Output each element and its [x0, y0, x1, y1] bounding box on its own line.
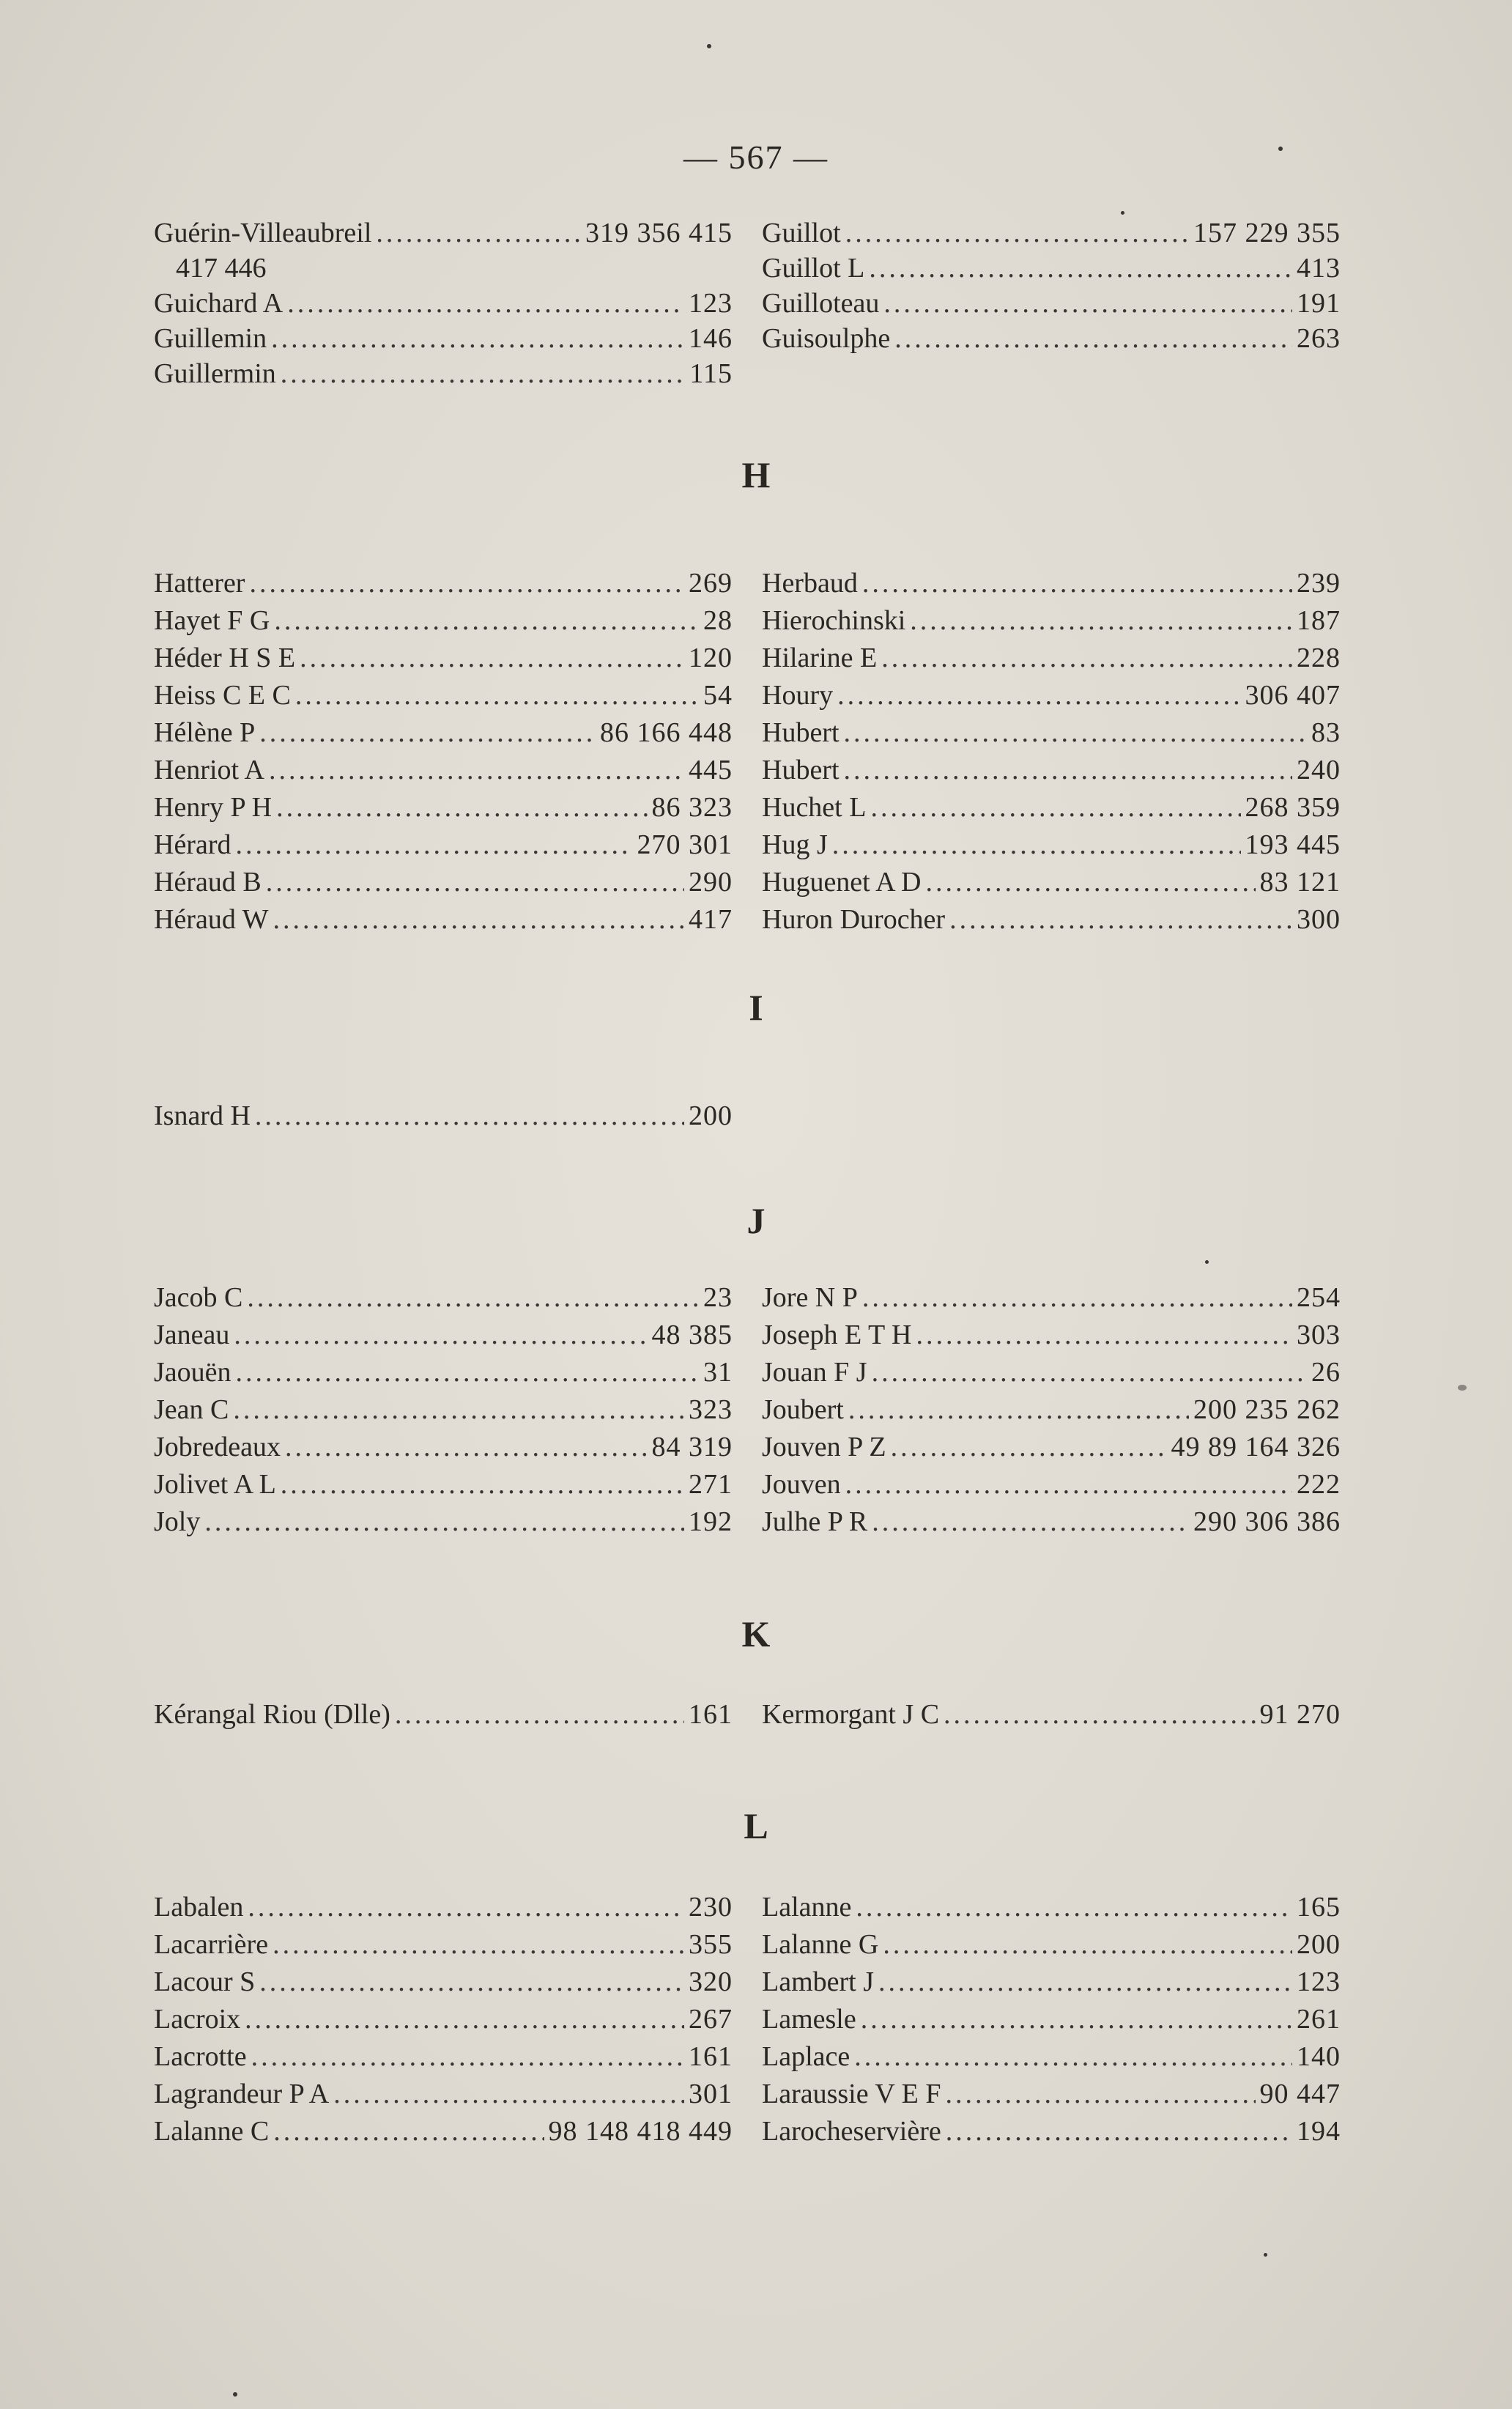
index-entry — [154, 319, 733, 358]
entry-pages: 140 — [1297, 2041, 1341, 2072]
entry-pages: 200 235 262 — [1193, 1394, 1341, 1425]
index-entry — [154, 863, 733, 901]
index-entry — [762, 826, 1341, 864]
paper-speck — [1458, 1385, 1467, 1391]
paper-speck — [233, 2392, 237, 2397]
entry-pages: 200 — [1297, 1929, 1341, 1960]
index-entry — [762, 1391, 1341, 1429]
entry-name: Lalanne G — [762, 1929, 879, 1960]
entry-name: Jouan F J — [762, 1357, 867, 1388]
index-entry — [762, 1428, 1341, 1466]
entry-name: Hubert — [762, 717, 840, 748]
entry-name: Héraud W — [154, 904, 269, 935]
entry-name: Hayet F G — [154, 605, 270, 636]
entry-name: Hug J — [762, 829, 828, 860]
index-entry — [154, 1888, 733, 1926]
entry-name: Hérard — [154, 829, 231, 860]
index-entry — [154, 564, 733, 602]
entry-pages: 49 89 164 326 — [1171, 1432, 1341, 1462]
entry-pages: 191 — [1297, 288, 1341, 319]
index-entry — [154, 1391, 733, 1429]
entry-pages: 320 — [689, 1966, 733, 1997]
entry-pages: 306 407 — [1245, 680, 1341, 711]
entry-name: Lamesle — [762, 2004, 856, 2035]
entry-name: Houry — [762, 680, 834, 711]
entry-name: Guillemin — [154, 323, 267, 354]
entry-pages: 26 — [1311, 1357, 1341, 1388]
entry-pages: 123 — [689, 288, 733, 319]
entry-name: Héder H S E — [154, 643, 296, 673]
entry-name: Guichard A — [154, 288, 284, 319]
index-entry — [154, 1353, 733, 1391]
entry-name: Lacrotte — [154, 2041, 247, 2072]
entry-name: Heiss C E C — [154, 680, 291, 711]
entry-name: Joubert — [762, 1394, 844, 1425]
index-entry — [154, 1925, 733, 1964]
entry-pages: 271 — [689, 1469, 733, 1500]
index-entry — [762, 319, 1341, 358]
index-entry — [762, 602, 1341, 640]
index-entry — [762, 249, 1341, 287]
index-entry — [762, 2000, 1341, 2038]
index-entry — [762, 1503, 1341, 1541]
index-entry — [154, 1097, 733, 1135]
index-entry — [762, 1888, 1341, 1926]
entry-name: Lacroix — [154, 2004, 241, 2035]
entry-pages: 54 — [703, 680, 733, 711]
entry-pages: 194 — [1297, 2116, 1341, 2147]
index-entry — [154, 2000, 733, 2038]
index-entry — [762, 676, 1341, 714]
entry-name: Huguenet A D — [762, 867, 922, 898]
entry-pages: 86 166 448 — [600, 717, 733, 748]
entry-pages: 86 323 — [651, 792, 733, 823]
index-entry — [154, 826, 733, 864]
index-entry — [154, 714, 733, 752]
index-entry — [762, 639, 1341, 677]
index-entry — [154, 1316, 733, 1354]
entry-name: Jean C — [154, 1394, 229, 1425]
entry-name: Hatterer — [154, 568, 245, 599]
entry-name: Jolivet A L — [154, 1469, 276, 1500]
index-entry — [154, 2075, 733, 2113]
entry-pages: 230 — [689, 1892, 733, 1923]
entry-name: Hilarine E — [762, 643, 878, 673]
entry-name: Jacob C — [154, 1282, 243, 1313]
entry-pages: 23 — [703, 1282, 733, 1313]
entry-continuation: 417 446 — [176, 253, 267, 284]
entry-name: Herbaud — [762, 568, 858, 599]
entry-pages: 270 301 — [637, 829, 733, 860]
entry-name: Lagrandeur P A — [154, 2079, 330, 2109]
index-entry — [762, 2112, 1341, 2150]
entry-name: Julhe P R — [762, 1506, 868, 1537]
entry-pages: 355 — [689, 1929, 733, 1960]
entry-pages: 91 270 — [1259, 1699, 1341, 1730]
entry-name: Guilloteau — [762, 288, 880, 319]
entry-name: Henriot A — [154, 755, 264, 785]
entry-name: Hierochinski — [762, 605, 906, 636]
entry-pages: 193 445 — [1245, 829, 1341, 860]
entry-pages: 445 — [689, 755, 733, 785]
index-entry — [154, 1278, 733, 1317]
index-entry — [762, 2038, 1341, 2076]
entry-name: Joseph E T H — [762, 1320, 912, 1350]
paper-speck — [1121, 211, 1124, 215]
entry-pages: 413 — [1297, 253, 1341, 284]
entry-pages: 192 — [689, 1506, 733, 1537]
index-entry — [154, 751, 733, 789]
index-entry — [154, 214, 733, 252]
section-letter-k: K — [741, 1613, 771, 1654]
entry-pages: 120 — [689, 643, 733, 673]
entry-name: Jouven P Z — [762, 1432, 886, 1462]
entry-pages: 268 359 — [1245, 792, 1341, 823]
entry-name: Jobredeaux — [154, 1432, 281, 1462]
entry-pages: 323 — [689, 1394, 733, 1425]
entry-pages: 48 385 — [651, 1320, 733, 1350]
entry-pages: 83 121 — [1259, 867, 1341, 898]
index-entry — [762, 863, 1341, 901]
index-entry — [762, 1316, 1341, 1354]
index-entry — [154, 602, 733, 640]
entry-pages: 263 — [1297, 323, 1341, 354]
index-entry — [154, 355, 733, 393]
entry-pages: 115 — [689, 358, 733, 389]
entry-name: Larocheservière — [762, 2116, 941, 2147]
entry-pages: 303 — [1297, 1320, 1341, 1350]
index-entry — [154, 900, 733, 939]
entry-name: Kermorgant J C — [762, 1699, 940, 1730]
entry-pages: 83 — [1311, 717, 1341, 748]
entry-name: Jore N P — [762, 1282, 858, 1313]
section-letter-j: J — [746, 1200, 766, 1241]
entry-pages: 319 356 415 — [585, 218, 733, 248]
page-number: — 567 — — [683, 138, 829, 176]
index-entry — [762, 1925, 1341, 1964]
entry-pages: 90 447 — [1259, 2079, 1341, 2109]
section-letter-h: H — [741, 454, 771, 495]
index-entry — [762, 900, 1341, 939]
entry-name: Guillot — [762, 218, 841, 248]
index-entry — [762, 714, 1341, 752]
entry-name: Huchet L — [762, 792, 867, 823]
index-entry — [154, 2038, 733, 2076]
entry-name: Kérangal Riou (Dlle) — [154, 1699, 390, 1730]
entry-pages: 417 — [689, 904, 733, 935]
entry-name: Lambert J — [762, 1966, 875, 1997]
entry-name: Lalanne — [762, 1892, 852, 1923]
entry-pages: 267 — [689, 2004, 733, 2035]
entry-pages: 290 — [689, 867, 733, 898]
index-entry — [154, 2112, 733, 2150]
entry-pages: 240 — [1297, 755, 1341, 785]
index-entry — [154, 676, 733, 714]
entry-name: Guisoulphe — [762, 323, 891, 354]
entry-name: Guillot L — [762, 253, 865, 284]
entry-pages: 84 319 — [651, 1432, 733, 1462]
index-entry — [154, 284, 733, 322]
entry-pages: 254 — [1297, 1282, 1341, 1313]
entry-name: Lacarrière — [154, 1929, 269, 1960]
entry-name: Lalanne C — [154, 2116, 270, 2147]
entry-name: Lacour S — [154, 1966, 256, 1997]
paper-speck — [707, 44, 711, 48]
entry-name: Janeau — [154, 1320, 230, 1350]
entry-pages: 301 — [689, 2079, 733, 2109]
entry-pages: 165 — [1297, 1892, 1341, 1923]
entry-name: Henry P H — [154, 792, 273, 823]
entry-pages: 161 — [689, 1699, 733, 1730]
index-entry — [154, 1503, 733, 1541]
index-entry — [154, 1428, 733, 1466]
index-entry — [154, 639, 733, 677]
entry-name: Hélène P — [154, 717, 256, 748]
entry-name: Jaouën — [154, 1357, 231, 1388]
entry-pages: 146 — [689, 323, 733, 354]
entry-pages: 261 — [1297, 2004, 1341, 2035]
entry-name: Hubert — [762, 755, 840, 785]
paper-speck — [1264, 2253, 1267, 2257]
entry-pages: 98 148 418 449 — [548, 2116, 733, 2147]
entry-pages: 228 — [1297, 643, 1341, 673]
index-entry — [154, 1465, 733, 1503]
entry-pages: 31 — [703, 1357, 733, 1388]
index-entry — [762, 1465, 1341, 1503]
entry-pages: 157 229 355 — [1193, 218, 1341, 248]
index-entry — [762, 788, 1341, 826]
entry-name: Joly — [154, 1506, 201, 1537]
entry-pages: 290 306 386 — [1193, 1506, 1341, 1537]
index-entry — [762, 564, 1341, 602]
entry-name: Huron Durocher — [762, 904, 946, 935]
paper-speck — [1278, 147, 1283, 151]
index-entry — [154, 1695, 733, 1733]
entry-name: Héraud B — [154, 867, 262, 898]
entry-pages: 187 — [1297, 605, 1341, 636]
index-entry — [762, 751, 1341, 789]
entry-pages: 123 — [1297, 1966, 1341, 1997]
entry-name: Guérin-Villeaubreil — [154, 218, 372, 248]
entry-pages: 161 — [689, 2041, 733, 2072]
index-entry — [762, 1278, 1341, 1317]
index-entry — [762, 214, 1341, 252]
entry-pages: 300 — [1297, 904, 1341, 935]
index-entry — [762, 284, 1341, 322]
entry-pages: 28 — [703, 605, 733, 636]
entry-name: Guillermin — [154, 358, 276, 389]
section-letter-i: I — [749, 987, 763, 1028]
entry-pages: 239 — [1297, 568, 1341, 599]
paper-speck — [1205, 1260, 1209, 1264]
entry-name: Labalen — [154, 1892, 244, 1923]
entry-name: Isnard H — [154, 1100, 251, 1131]
entry-name: Laplace — [762, 2041, 850, 2072]
entry-pages: 200 — [689, 1100, 733, 1131]
section-letter-l: L — [744, 1805, 768, 1846]
index-entry — [154, 1963, 733, 2001]
index-entry — [762, 1695, 1341, 1733]
index-entry — [762, 2075, 1341, 2113]
entry-name: Laraussie V E F — [762, 2079, 941, 2109]
index-entry — [154, 788, 733, 826]
entry-pages: 222 — [1297, 1469, 1341, 1500]
entry-pages: 269 — [689, 568, 733, 599]
index-entry — [762, 1353, 1341, 1391]
index-entry — [762, 1963, 1341, 2001]
entry-name: Jouven — [762, 1469, 841, 1500]
